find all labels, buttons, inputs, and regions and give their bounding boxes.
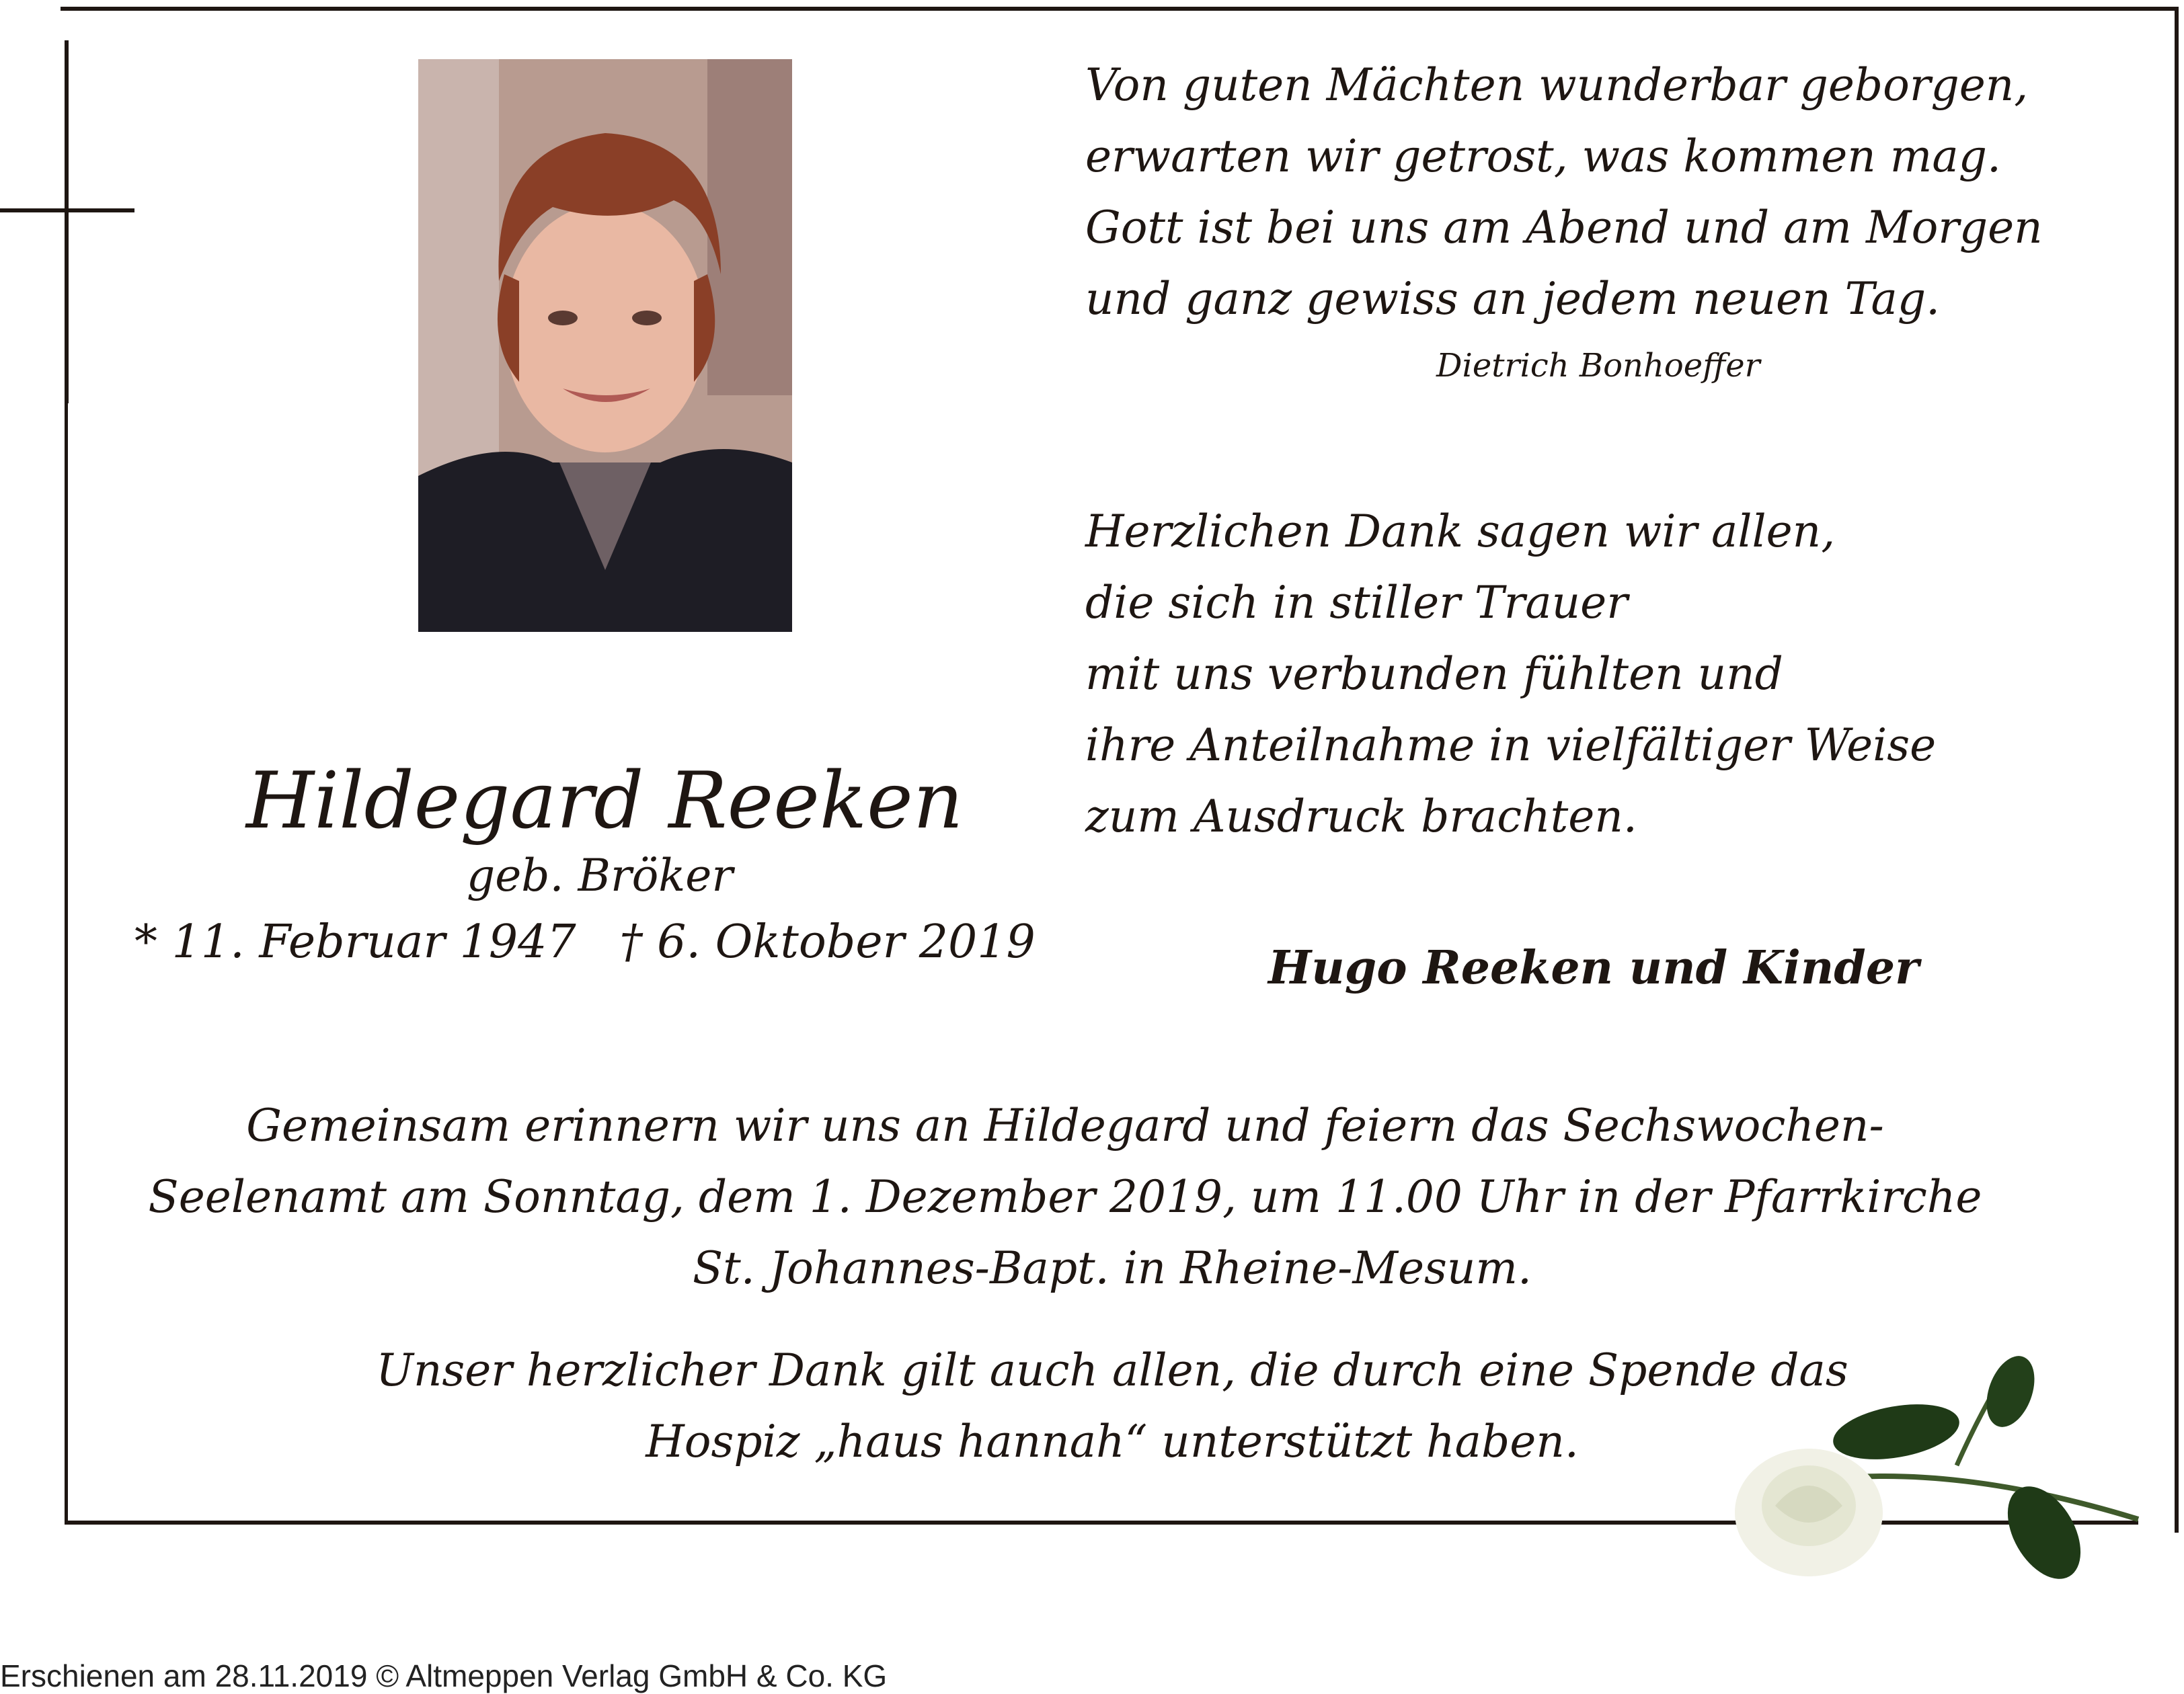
frame-right-line — [2175, 7, 2179, 1533]
frame-top-line — [61, 7, 2179, 11]
thanks-line-1: Herzlichen Dank sagen wir allen, — [1085, 506, 1836, 557]
memorial-line-2: Seelenamt am Sonntag, dem 1. Dezember 2019, um 11.00 Uhr in der Pfarrkirche — [148, 1171, 1982, 1223]
thanks-line-5: zum Ausdruck brachten. — [1085, 791, 1637, 842]
donation-line-2: Hospiz „haus hannah“ unterstützt haben. — [646, 1416, 1579, 1467]
cross-vertical-bar — [65, 40, 69, 403]
poem-author: Dietrich Bonhoeffer — [1436, 347, 1760, 385]
memorial-line-3: St. Johannes-Bapt. in Rheine-Mesum. — [693, 1242, 1532, 1294]
portrait-image — [418, 59, 792, 632]
cross-horizontal-bar — [0, 208, 134, 212]
memorial-line-1: Gemeinsam erinnern wir uns an Hildegard und feiern das Sechswochen- — [246, 1100, 1884, 1152]
life-dates: * 11. Februar 1947 † 6. Oktober 2019 — [134, 916, 1036, 969]
thanks-line-2: die sich in stiller Trauer — [1085, 577, 1628, 629]
portrait-photo — [418, 59, 792, 632]
poem-line-4: und ganz gewiss an jedem neuen Tag. — [1085, 273, 1941, 325]
publication-footer: Erschienen am 28.11.2019 © Altmeppen Verlag GmbH & Co. KG — [0, 1658, 888, 1693]
poem-line-3: Gott ist bei uns am Abend und am Morgen — [1085, 202, 2043, 253]
deceased-name: Hildegard Reeken — [246, 756, 964, 846]
maiden-name: geb. Bröker — [467, 850, 733, 901]
donation-line-1: Unser herzlicher Dank gilt auch allen, die durch eine Spende das — [376, 1344, 1848, 1396]
poem-line-1: Von guten Mächten wunderbar geborgen, — [1085, 59, 2029, 111]
family-signature: Hugo Reeken und Kinder — [1268, 941, 1919, 995]
white-rose-icon — [1728, 1351, 2145, 1600]
thanks-line-4: ihre Anteilnahme in vielfältiger Weise — [1085, 719, 1937, 771]
thanks-line-3: mit uns verbunden fühlten und — [1085, 648, 1783, 700]
poem-line-2: erwarten wir getrost, was kommen mag. — [1085, 130, 2001, 182]
